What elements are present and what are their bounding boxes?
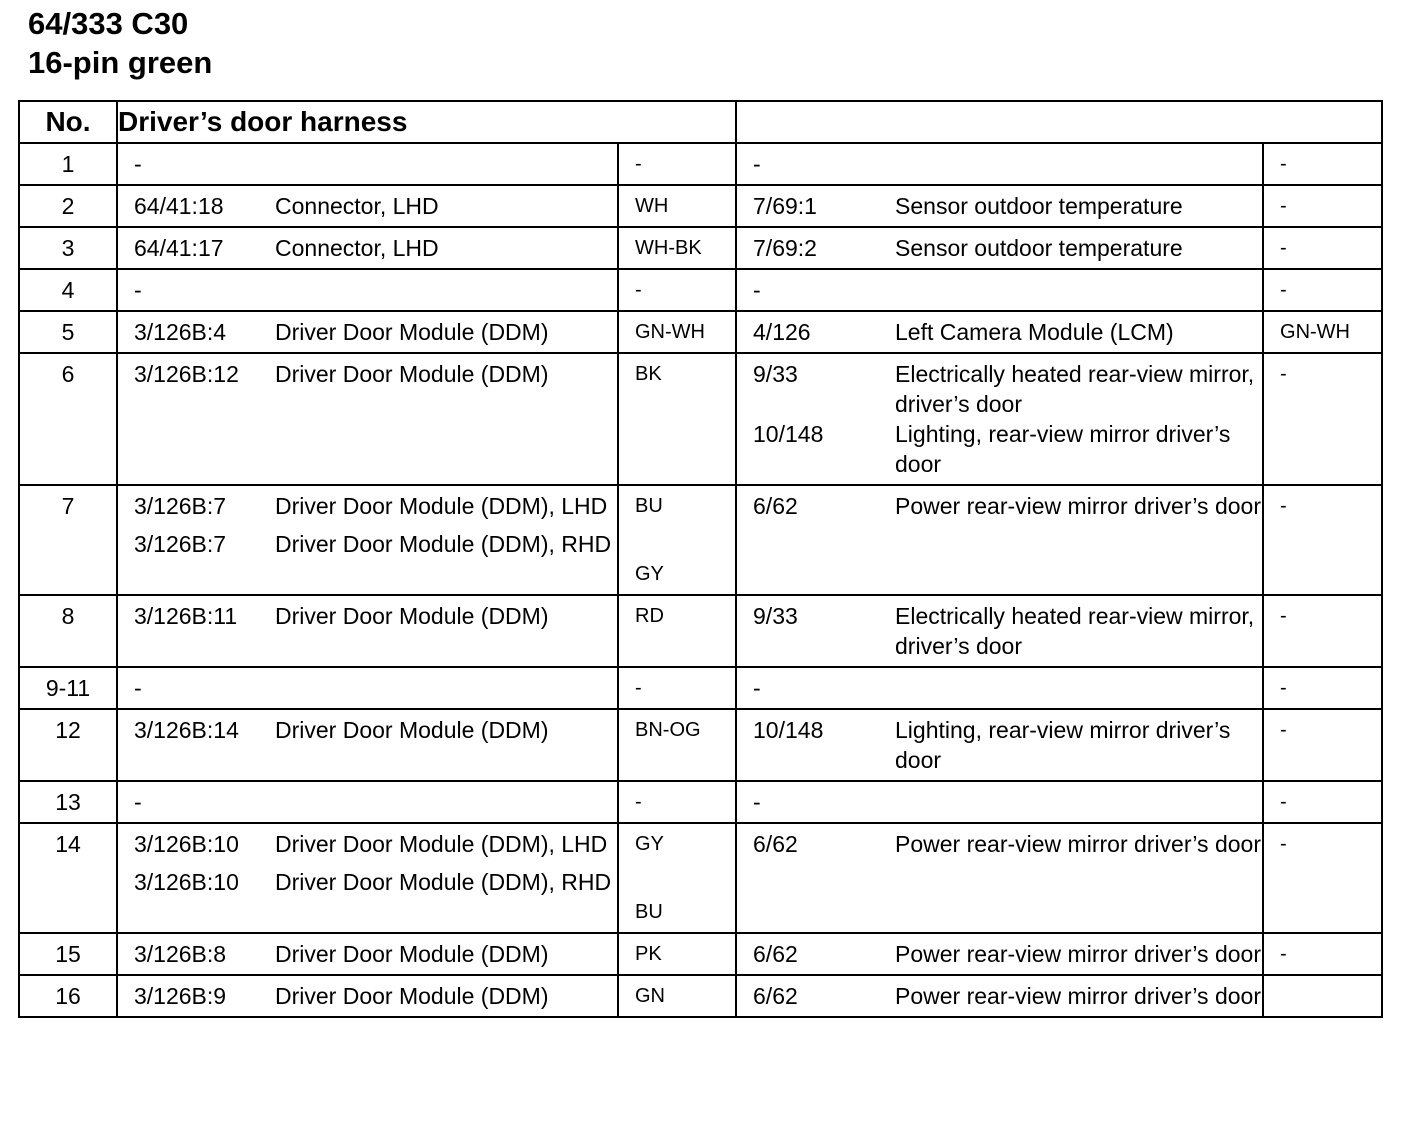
pin-number-cell bbox=[19, 781, 117, 823]
connected-wire-color: - bbox=[1280, 605, 1287, 627]
table-row bbox=[19, 143, 1382, 185]
connected-wire-color-cell bbox=[1263, 975, 1382, 1017]
component-description: Connector, LHD bbox=[275, 193, 439, 219]
wire-color: WH-BK bbox=[635, 237, 702, 259]
component-ref: 64/41:18 bbox=[134, 193, 224, 219]
connected-description: Electrically heated rear-view mirror, driver’s door bbox=[895, 361, 1255, 417]
wire-color: BU bbox=[635, 901, 663, 923]
pin-number: 1 bbox=[61, 151, 75, 177]
connected-ref: 6/62 bbox=[753, 983, 798, 1009]
table-row bbox=[19, 185, 1382, 227]
wire-color-cell bbox=[618, 595, 736, 667]
component-entry bbox=[134, 359, 617, 389]
connected-wire-color bbox=[1264, 976, 1381, 986]
connected-wire-color-cell bbox=[1263, 595, 1382, 667]
connected-entry bbox=[753, 601, 1262, 661]
connected-ref: 6/62 bbox=[753, 493, 798, 519]
connected-ref: 4/126 bbox=[753, 319, 811, 345]
connected-wire-color-cell bbox=[1263, 353, 1382, 485]
connected-entry bbox=[753, 491, 1262, 521]
harness-component-cell bbox=[117, 353, 618, 485]
connected-wire-color-cell bbox=[1263, 781, 1382, 823]
connected-wire-color: - bbox=[1280, 237, 1287, 259]
component-entry bbox=[134, 491, 617, 521]
connector-subtitle: 16-pin green bbox=[28, 45, 213, 80]
pin-number: 12 bbox=[55, 717, 81, 743]
wire-color-cell bbox=[618, 933, 736, 975]
connected-wire-color: - bbox=[1280, 833, 1287, 855]
connected-entry bbox=[753, 981, 1262, 1011]
connected-wire-color-cell bbox=[1263, 185, 1382, 227]
connected-ref: - bbox=[753, 789, 761, 815]
connected-wire-color: - bbox=[1280, 195, 1287, 217]
wire-color-cell bbox=[618, 311, 736, 353]
wire-color: GY bbox=[635, 833, 664, 855]
connected-ref: 7/69:2 bbox=[753, 235, 817, 261]
wire-color: - bbox=[635, 677, 642, 699]
wire-color: GY bbox=[635, 563, 664, 585]
connected-description: Lighting, rear-view mirror driver’s door bbox=[895, 717, 1231, 773]
wire-color-cell bbox=[618, 781, 736, 823]
connected-entry bbox=[753, 939, 1262, 969]
harness-component-cell bbox=[117, 269, 618, 311]
table-body bbox=[19, 101, 1382, 1017]
connected-entry bbox=[753, 419, 1262, 479]
connected-wire-color: - bbox=[1280, 719, 1287, 741]
harness-component-cell bbox=[117, 781, 618, 823]
pin-number-cell bbox=[19, 667, 117, 709]
component-ref: - bbox=[134, 151, 142, 177]
connected-description: Sensor outdoor temperature bbox=[895, 193, 1183, 219]
pin-number: 16 bbox=[55, 983, 81, 1009]
table-row bbox=[19, 781, 1382, 823]
component-ref: 3/126B:9 bbox=[134, 983, 227, 1009]
connected-entry bbox=[753, 829, 1262, 859]
pin-number: 7 bbox=[61, 493, 75, 519]
connected-description: Electrically heated rear-view mirror, driver’s door bbox=[895, 603, 1255, 659]
connected-entry bbox=[753, 275, 1262, 305]
connected-component-cell bbox=[736, 975, 1263, 1017]
connected-wire-color: - bbox=[1280, 279, 1287, 301]
connected-entry bbox=[753, 317, 1262, 347]
component-entry bbox=[134, 233, 617, 263]
component-description: Driver Door Module (DDM) bbox=[275, 319, 549, 345]
component-description bbox=[275, 673, 617, 703]
pin-number-cell bbox=[19, 185, 117, 227]
wire-color: - bbox=[635, 279, 642, 301]
connected-component-cell bbox=[736, 227, 1263, 269]
pin-number-cell bbox=[19, 975, 117, 1017]
table-row bbox=[19, 667, 1382, 709]
connected-component-cell bbox=[736, 595, 1263, 667]
component-entry bbox=[134, 867, 617, 897]
connected-wire-color: GN-WH bbox=[1280, 321, 1350, 343]
wire-color: PK bbox=[635, 943, 662, 965]
connected-wire-color: - bbox=[1280, 677, 1287, 699]
component-entry bbox=[134, 529, 617, 559]
connected-ref: 7/69:1 bbox=[753, 193, 817, 219]
component-entry bbox=[134, 829, 617, 859]
header-empty bbox=[736, 101, 1382, 143]
connector-title: 64/333 C30 bbox=[28, 6, 189, 41]
pin-number-cell bbox=[19, 485, 117, 595]
wire-color-cell bbox=[618, 227, 736, 269]
connected-ref: - bbox=[753, 277, 761, 303]
component-description: Driver Door Module (DDM) bbox=[275, 717, 549, 743]
component-description bbox=[275, 149, 617, 179]
connected-wire-color-cell bbox=[1263, 709, 1382, 781]
table-row bbox=[19, 823, 1382, 933]
pin-number-cell bbox=[19, 595, 117, 667]
connected-entry bbox=[753, 233, 1262, 263]
wire-color: BK bbox=[635, 363, 662, 385]
header-drivers-door-harness: Driver’s door harness bbox=[117, 101, 736, 143]
connected-entry bbox=[753, 359, 1262, 419]
connected-entry bbox=[753, 787, 1262, 817]
component-description bbox=[275, 787, 617, 817]
harness-component-cell bbox=[117, 667, 618, 709]
component-ref: 3/126B:10 bbox=[134, 869, 239, 895]
component-description bbox=[275, 275, 617, 305]
wire-color: GN-WH bbox=[635, 321, 705, 343]
harness-component-cell bbox=[117, 933, 618, 975]
pin-number: 6 bbox=[61, 361, 75, 387]
connected-wire-color: - bbox=[1280, 943, 1287, 965]
pin-number: 14 bbox=[55, 831, 81, 857]
connected-description bbox=[895, 673, 1262, 703]
connected-description: Power rear-view mirror driver’s door bbox=[895, 983, 1261, 1009]
component-description: Driver Door Module (DDM) bbox=[275, 361, 549, 387]
wire-color-cell bbox=[618, 353, 736, 485]
wire-color-cell bbox=[618, 485, 736, 595]
harness-component-cell bbox=[117, 709, 618, 781]
component-ref: 3/126B:8 bbox=[134, 941, 227, 967]
wire-color: BN-OG bbox=[635, 719, 701, 741]
connected-component-cell bbox=[736, 933, 1263, 975]
table-row bbox=[19, 933, 1382, 975]
harness-component-cell bbox=[117, 143, 618, 185]
component-description: Driver Door Module (DDM), LHD bbox=[275, 493, 608, 519]
wire-color-cell bbox=[618, 185, 736, 227]
pin-assignment-table bbox=[18, 100, 1383, 1018]
table-row bbox=[19, 353, 1382, 485]
component-ref: 3/126B:14 bbox=[134, 717, 239, 743]
component-ref: 3/126B:11 bbox=[134, 603, 238, 629]
connected-component-cell bbox=[736, 709, 1263, 781]
wire-color: - bbox=[635, 153, 642, 175]
pin-number: 2 bbox=[61, 193, 75, 219]
harness-component-cell bbox=[117, 485, 618, 595]
connected-wire-color-cell bbox=[1263, 143, 1382, 185]
component-description: Driver Door Module (DDM), RHD bbox=[275, 869, 612, 895]
pin-number-cell bbox=[19, 823, 117, 933]
connected-entry bbox=[753, 191, 1262, 221]
component-entry bbox=[134, 317, 617, 347]
pin-number-cell bbox=[19, 709, 117, 781]
connected-wire-color-cell bbox=[1263, 269, 1382, 311]
component-description: Driver Door Module (DDM) bbox=[275, 983, 549, 1009]
pin-number-cell bbox=[19, 933, 117, 975]
component-description: Connector, LHD bbox=[275, 235, 439, 261]
connected-component-cell bbox=[736, 667, 1263, 709]
wire-color: RD bbox=[635, 605, 664, 627]
connected-component-cell bbox=[736, 185, 1263, 227]
connected-wire-color: - bbox=[1280, 363, 1287, 385]
wire-color: WH bbox=[635, 195, 669, 217]
component-ref: 3/126B:7 bbox=[134, 531, 227, 557]
wire-color-cell bbox=[618, 143, 736, 185]
connected-ref: 10/148 bbox=[753, 717, 824, 743]
connected-wire-color-cell bbox=[1263, 227, 1382, 269]
component-entry bbox=[134, 149, 617, 179]
connected-wire-color-cell bbox=[1263, 667, 1382, 709]
harness-component-cell bbox=[117, 975, 618, 1017]
connected-wire-color: - bbox=[1280, 153, 1287, 175]
component-ref: 64/41:17 bbox=[134, 235, 224, 261]
wire-color-cell bbox=[618, 269, 736, 311]
connected-entry bbox=[753, 673, 1262, 703]
component-entry bbox=[134, 715, 617, 745]
connected-ref: 6/62 bbox=[753, 941, 798, 967]
harness-component-cell bbox=[117, 227, 618, 269]
connected-component-cell bbox=[736, 353, 1263, 485]
component-entry bbox=[134, 981, 617, 1011]
component-ref: 3/126B:7 bbox=[134, 493, 227, 519]
wire-color: BU bbox=[635, 495, 663, 517]
component-ref: - bbox=[134, 675, 142, 701]
pin-number-cell bbox=[19, 143, 117, 185]
component-description: Driver Door Module (DDM), RHD bbox=[275, 531, 612, 557]
wire-color: - bbox=[635, 791, 642, 813]
table-row bbox=[19, 227, 1382, 269]
pin-number: 4 bbox=[61, 277, 75, 303]
connected-description: Power rear-view mirror driver’s door bbox=[895, 493, 1261, 519]
connected-component-cell bbox=[736, 485, 1263, 595]
harness-component-cell bbox=[117, 595, 618, 667]
pin-number: 8 bbox=[61, 603, 75, 629]
component-ref: 3/126B:4 bbox=[134, 319, 227, 345]
wire-color-cell bbox=[618, 709, 736, 781]
connected-wire-color-cell bbox=[1263, 823, 1382, 933]
pin-number: 13 bbox=[55, 789, 81, 815]
table-row bbox=[19, 311, 1382, 353]
component-entry bbox=[134, 191, 617, 221]
connected-entry bbox=[753, 149, 1262, 179]
connected-wire-color-cell bbox=[1263, 933, 1382, 975]
harness-component-cell bbox=[117, 185, 618, 227]
component-entry bbox=[134, 673, 617, 703]
table-row bbox=[19, 485, 1382, 595]
pin-number: 5 bbox=[61, 319, 75, 345]
component-ref: 3/126B:10 bbox=[134, 831, 239, 857]
connected-wire-color: - bbox=[1280, 495, 1287, 517]
connected-ref: - bbox=[753, 151, 761, 177]
pin-number-cell bbox=[19, 227, 117, 269]
wire-color-cell bbox=[618, 823, 736, 933]
connected-description: Lighting, rear-view mirror driver’s door bbox=[895, 421, 1231, 477]
connected-entry bbox=[753, 715, 1262, 775]
table-row bbox=[19, 595, 1382, 667]
connected-component-cell bbox=[736, 269, 1263, 311]
connected-description: Power rear-view mirror driver’s door bbox=[895, 941, 1261, 967]
pin-number-cell bbox=[19, 269, 117, 311]
connected-description: Left Camera Module (LCM) bbox=[895, 319, 1174, 345]
connected-component-cell bbox=[736, 143, 1263, 185]
pin-number-cell bbox=[19, 311, 117, 353]
pin-number: 15 bbox=[55, 941, 81, 967]
component-entry bbox=[134, 939, 617, 969]
connected-wire-color: - bbox=[1280, 791, 1287, 813]
connected-ref: 9/33 bbox=[753, 361, 798, 387]
connected-description: Power rear-view mirror driver’s door bbox=[895, 831, 1261, 857]
component-entry bbox=[134, 787, 617, 817]
component-entry bbox=[134, 275, 617, 305]
connected-component-cell bbox=[736, 823, 1263, 933]
wire-color-cell bbox=[618, 975, 736, 1017]
wire-color: GN bbox=[635, 985, 665, 1007]
wire-color-cell bbox=[618, 667, 736, 709]
table-header-row bbox=[19, 101, 1382, 143]
connected-component-cell bbox=[736, 311, 1263, 353]
table-row bbox=[19, 709, 1382, 781]
connected-ref: 9/33 bbox=[753, 603, 798, 629]
component-description: Driver Door Module (DDM), LHD bbox=[275, 831, 608, 857]
connected-component-cell bbox=[736, 781, 1263, 823]
connected-wire-color-cell bbox=[1263, 485, 1382, 595]
harness-component-cell bbox=[117, 311, 618, 353]
component-ref: - bbox=[134, 789, 142, 815]
connected-description: Sensor outdoor temperature bbox=[895, 235, 1183, 261]
pin-number-cell bbox=[19, 353, 117, 485]
pin-number: 3 bbox=[61, 235, 75, 261]
header-no: No. bbox=[19, 101, 117, 143]
component-ref: 3/126B:12 bbox=[134, 361, 239, 387]
component-description: Driver Door Module (DDM) bbox=[275, 603, 549, 629]
component-ref: - bbox=[134, 277, 142, 303]
connected-description bbox=[895, 275, 1262, 305]
pin-number: 9-11 bbox=[45, 675, 91, 701]
connected-wire-color-cell bbox=[1263, 311, 1382, 353]
harness-component-cell bbox=[117, 823, 618, 933]
connected-ref: 10/148 bbox=[753, 421, 824, 447]
component-entry bbox=[134, 601, 617, 631]
table-row bbox=[19, 269, 1382, 311]
connected-description bbox=[895, 787, 1262, 817]
connected-description bbox=[895, 149, 1262, 179]
component-description: Driver Door Module (DDM) bbox=[275, 941, 549, 967]
table-row bbox=[19, 975, 1382, 1017]
connected-ref: 6/62 bbox=[753, 831, 798, 857]
connected-ref: - bbox=[753, 675, 761, 701]
